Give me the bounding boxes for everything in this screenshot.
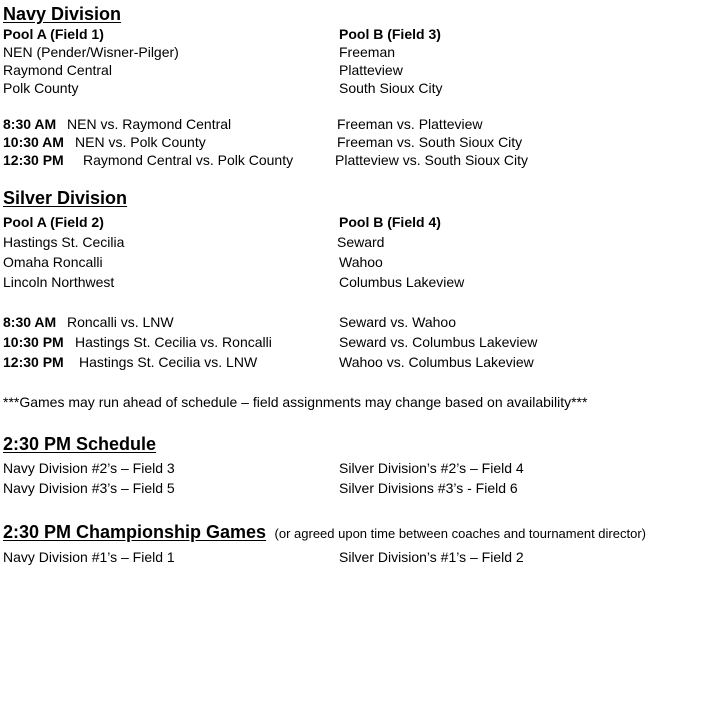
silver-game-pool-a: Roncalli vs. LNW	[67, 314, 174, 330]
navy-game-pool-b: Freeman vs. South Sioux City	[337, 134, 523, 150]
silver-game-pool-b: Seward vs. Columbus Lakeview	[339, 334, 538, 350]
schedule-230-left: Navy Division #2’s – Field 3	[3, 460, 175, 476]
navy-pool-a-team: Raymond Central	[3, 62, 112, 78]
silver-game-time: 8:30 AM	[3, 314, 57, 330]
navy-game-time: 8:30 AM	[3, 116, 57, 132]
navy-game-pool-b: Freeman vs. Platteview	[337, 116, 483, 132]
navy-game-pool-a: Raymond Central vs. Polk County	[83, 152, 294, 168]
navy-pool-a-header: Pool A (Field 1)	[3, 26, 104, 42]
schedule-230-right: Silver Divisions #3’s - Field 6	[339, 480, 518, 496]
silver-game-pool-a: Hastings St. Cecilia vs. LNW	[79, 354, 258, 370]
navy-pool-b-header: Pool B (Field 3)	[339, 26, 441, 42]
silver-pool-a-header: Pool A (Field 2)	[3, 214, 104, 230]
navy-pool-a-team: Polk County	[3, 80, 79, 96]
silver-division-title: Silver Division	[3, 188, 128, 208]
silver-game-time: 10:30 PM	[3, 334, 64, 350]
silver-pool-a-team: Omaha Roncalli	[3, 254, 103, 270]
championship-title: 2:30 PM Championship Games	[3, 522, 267, 542]
silver-game-time: 12:30 PM	[3, 354, 64, 370]
navy-game-pool-b: Platteview vs. South Sioux City	[335, 152, 528, 168]
silver-game-pool-a: Hastings St. Cecilia vs. Roncalli	[75, 334, 272, 350]
silver-pool-b-team: Columbus Lakeview	[339, 274, 465, 290]
schedule-230-left: Navy Division #3’s – Field 5	[3, 480, 175, 496]
silver-pool-b-team: Wahoo	[339, 254, 383, 270]
championship-right: Silver Division’s #1’s – Field 2	[339, 549, 524, 565]
navy-game-pool-a: NEN vs. Polk County	[75, 134, 206, 150]
silver-pool-a-team: Hastings St. Cecilia	[3, 234, 125, 250]
schedule-230-right: Silver Division’s #2’s – Field 4	[339, 460, 524, 476]
silver-game-pool-b: Seward vs. Wahoo	[339, 314, 456, 330]
silver-pool-b-header: Pool B (Field 4)	[339, 214, 441, 230]
championship-left: Navy Division #1’s – Field 1	[3, 549, 175, 565]
silver-game-pool-b: Wahoo vs. Columbus Lakeview	[339, 354, 534, 370]
championship-heading	[3, 522, 646, 543]
schedule-notice: ***Games may run ahead of schedule – field assignments may change based on availability***	[3, 394, 588, 410]
navy-division-title: Navy Division	[3, 4, 122, 24]
navy-pool-a-team: NEN (Pender/Wisner-Pilger)	[3, 44, 179, 60]
schedule-230-title: 2:30 PM Schedule	[3, 434, 157, 454]
navy-game-time: 10:30 AM	[3, 134, 64, 150]
silver-pool-b-team: Seward	[337, 234, 385, 250]
navy-game-time: 12:30 PM	[3, 152, 64, 168]
navy-pool-b-team: Platteview	[339, 62, 403, 78]
navy-pool-b-team: Freeman	[339, 44, 396, 60]
championship-note: (or agreed upon time between coaches and tournament director)	[274, 526, 646, 541]
navy-pool-b-team: South Sioux City	[339, 80, 443, 96]
navy-game-pool-a: NEN vs. Raymond Central	[67, 116, 232, 132]
silver-pool-a-team: Lincoln Northwest	[3, 274, 115, 290]
